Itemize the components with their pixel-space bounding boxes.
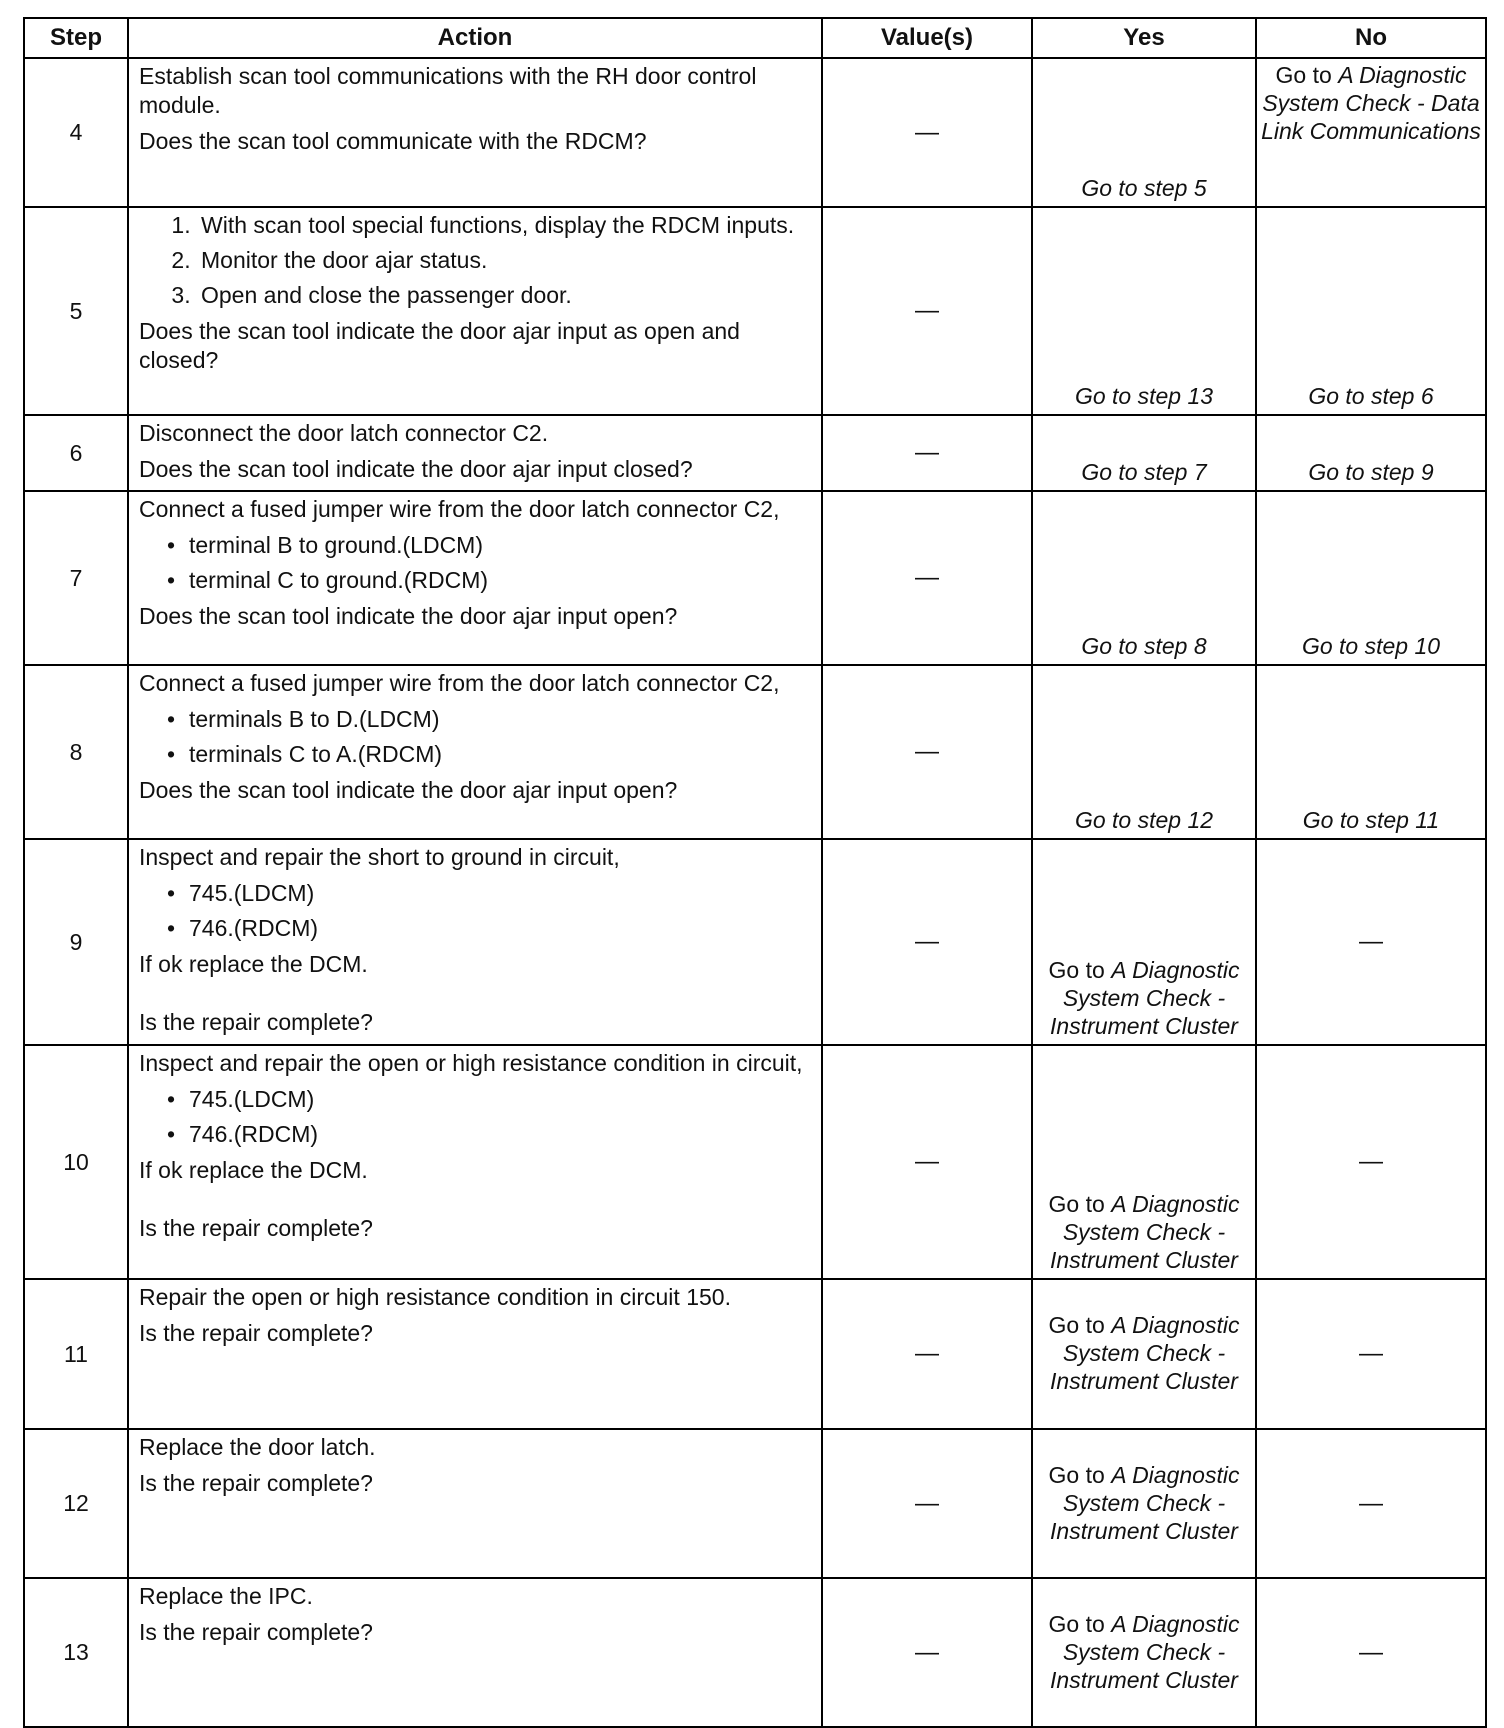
action-cell <box>128 207 822 415</box>
action-cell <box>128 1578 822 1727</box>
action-question: Does the scan tool indicate the door ajar input open? <box>139 777 678 803</box>
list-item: • terminals B to D.(LDCM) <box>189 705 811 734</box>
list-item: • terminals C to A.(RDCM) <box>189 740 811 769</box>
table-row <box>24 1578 1486 1727</box>
numbered-steps <box>139 211 811 310</box>
yes-link[interactable]: A Diagnostic System Check - Instrument Cluster <box>1050 957 1240 1039</box>
yes-cell <box>1032 1045 1256 1279</box>
action-text: Disconnect the door latch connector C2. <box>139 420 549 446</box>
table-row <box>24 1429 1486 1578</box>
no-link[interactable]: Go to step 9 <box>1308 459 1434 485</box>
yes-cell <box>1032 207 1256 415</box>
action-cell <box>128 1429 822 1578</box>
action-text: Connect a fused jumper wire from the door latch connector C2, <box>139 496 780 522</box>
list-item: • terminal B to ground.(LDCM) <box>189 531 811 560</box>
no-cell: — <box>1256 1429 1486 1578</box>
value-cell: — <box>822 415 1032 491</box>
bullet-list <box>139 531 811 595</box>
value-cell: — <box>822 665 1032 839</box>
yes-prefix: Go to <box>1048 1461 1105 1488</box>
step-number: 12 <box>24 1429 128 1578</box>
no-cell <box>1256 207 1486 415</box>
yes-link[interactable]: Go to step 13 <box>1074 383 1214 409</box>
no-cell <box>1256 491 1486 665</box>
step-number: 6 <box>24 415 128 491</box>
action-question: Is the repair complete? <box>139 1470 373 1496</box>
spacer <box>139 986 811 1008</box>
value-cell: — <box>822 491 1032 665</box>
action-question: Does the scan tool indicate the door ajar input closed? <box>139 456 693 482</box>
yes-cell <box>1032 1578 1256 1727</box>
step-number: 7 <box>24 491 128 665</box>
action-question: Is the repair complete? <box>139 1215 373 1241</box>
action-text: Replace the door latch. <box>139 1434 376 1460</box>
no-cell: — <box>1256 839 1486 1045</box>
no-link[interactable]: A Diagnostic System Check - Data Link Communications <box>1261 62 1481 144</box>
header-yes: Yes <box>1032 18 1256 58</box>
yes-link[interactable]: Go to step 5 <box>1081 175 1207 201</box>
table-row <box>24 665 1486 839</box>
list-item: 2. Monitor the door ajar status. <box>197 246 811 275</box>
yes-cell <box>1032 491 1256 665</box>
value-cell: — <box>822 58 1032 207</box>
diagnostic-table <box>23 17 1487 1728</box>
action-question: Is the repair complete? <box>139 1320 373 1346</box>
action-text: Inspect and repair the short to ground in circuit, <box>139 844 620 870</box>
value-cell: — <box>822 1279 1032 1429</box>
step-number: 4 <box>24 58 128 207</box>
value-cell: — <box>822 1578 1032 1727</box>
action-cell <box>128 839 822 1045</box>
yes-prefix: Go to <box>1048 1312 1105 1338</box>
yes-cell <box>1032 839 1256 1045</box>
yes-link[interactable]: A Diagnostic System Check - Instrument Cluster <box>1050 1610 1240 1693</box>
yes-link[interactable]: Go to step 7 <box>1081 459 1207 485</box>
no-cell <box>1256 665 1486 839</box>
action-question: Is the repair complete? <box>139 1619 373 1645</box>
list-item: • 746.(RDCM) <box>189 1120 811 1149</box>
header-step: Step <box>24 18 128 58</box>
action-cell <box>128 665 822 839</box>
step-number: 10 <box>24 1045 128 1279</box>
list-item: • terminal C to ground.(RDCM) <box>189 566 811 595</box>
action-cell <box>128 491 822 665</box>
action-text: Repair the open or high resistance condition in circuit 150. <box>139 1284 731 1310</box>
step-number: 13 <box>24 1578 128 1727</box>
action-cell <box>128 1045 822 1279</box>
yes-cell <box>1032 1279 1256 1429</box>
header-values: Value(s) <box>822 18 1032 58</box>
table-row <box>24 415 1486 491</box>
action-cell <box>128 415 822 491</box>
list-item: • 745.(LDCM) <box>189 1085 811 1114</box>
yes-link[interactable]: A Diagnostic System Check - Instrument Cluster <box>1050 1191 1240 1273</box>
yes-cell <box>1032 58 1256 207</box>
bullet-list <box>139 879 811 943</box>
action-cell <box>128 58 822 207</box>
no-cell <box>1256 58 1486 207</box>
step-number: 9 <box>24 839 128 1045</box>
action-question: Does the scan tool indicate the door ajar input open? <box>139 603 678 629</box>
list-item: • 745.(LDCM) <box>189 879 811 908</box>
list-item: 3. Open and close the passenger door. <box>197 281 811 310</box>
table-row <box>24 1045 1486 1279</box>
action-question: Does the scan tool indicate the door ajar input as open and closed? <box>139 318 740 373</box>
list-item: 1. With scan tool special functions, display the RDCM inputs. <box>197 211 811 240</box>
bullet-list <box>139 705 811 769</box>
action-cell <box>128 1279 822 1429</box>
header-no: No <box>1256 18 1486 58</box>
header-action: Action <box>128 18 822 58</box>
yes-link[interactable]: A Diagnostic System Check - Instrument Cluster <box>1050 1312 1240 1394</box>
bullet-list <box>139 1085 811 1149</box>
no-link[interactable]: Go to step 6 <box>1308 383 1434 409</box>
table-row <box>24 207 1486 415</box>
action-text: Connect a fused jumper wire from the door latch connector C2, <box>139 670 780 696</box>
yes-cell <box>1032 665 1256 839</box>
step-number: 11 <box>24 1279 128 1429</box>
yes-link[interactable]: Go to step 12 <box>1074 807 1214 833</box>
yes-cell <box>1032 415 1256 491</box>
value-cell: — <box>822 1045 1032 1279</box>
no-link[interactable]: Go to step 10 <box>1301 633 1441 659</box>
action-question: Is the repair complete? <box>139 1009 373 1035</box>
yes-prefix: Go to <box>1048 957 1105 983</box>
no-cell <box>1256 415 1486 491</box>
table-row <box>24 1279 1486 1429</box>
no-cell: — <box>1256 1578 1486 1727</box>
header-row <box>24 18 1486 58</box>
step-number: 8 <box>24 665 128 839</box>
no-prefix: Go to <box>1275 62 1332 88</box>
table-row <box>24 491 1486 665</box>
no-cell: — <box>1256 1045 1486 1279</box>
yes-prefix: Go to <box>1048 1610 1105 1637</box>
yes-link[interactable]: Go to step 8 <box>1081 633 1207 659</box>
action-text: Inspect and repair the open or high resistance condition in circuit, <box>139 1050 803 1076</box>
table-row <box>24 58 1486 207</box>
action-question: Does the scan tool communicate with the RDCM? <box>139 128 647 154</box>
step-number: 5 <box>24 207 128 415</box>
no-link[interactable]: Go to step 11 <box>1302 807 1440 833</box>
yes-link[interactable]: A Diagnostic System Check - Instrument Cluster <box>1050 1461 1240 1544</box>
action-text: If ok replace the DCM. <box>139 951 368 977</box>
value-cell: — <box>822 839 1032 1045</box>
value-cell: — <box>822 1429 1032 1578</box>
value-cell: — <box>822 207 1032 415</box>
list-item: • 746.(RDCM) <box>189 914 811 943</box>
spacer <box>139 1192 811 1214</box>
yes-prefix: Go to <box>1048 1191 1105 1217</box>
table-row <box>24 839 1486 1045</box>
yes-cell <box>1032 1429 1256 1578</box>
no-cell: — <box>1256 1279 1486 1429</box>
action-text: Establish scan tool communications with the RH door control module. <box>139 63 757 118</box>
action-text: Replace the IPC. <box>139 1583 313 1609</box>
action-text: If ok replace the DCM. <box>139 1157 368 1183</box>
